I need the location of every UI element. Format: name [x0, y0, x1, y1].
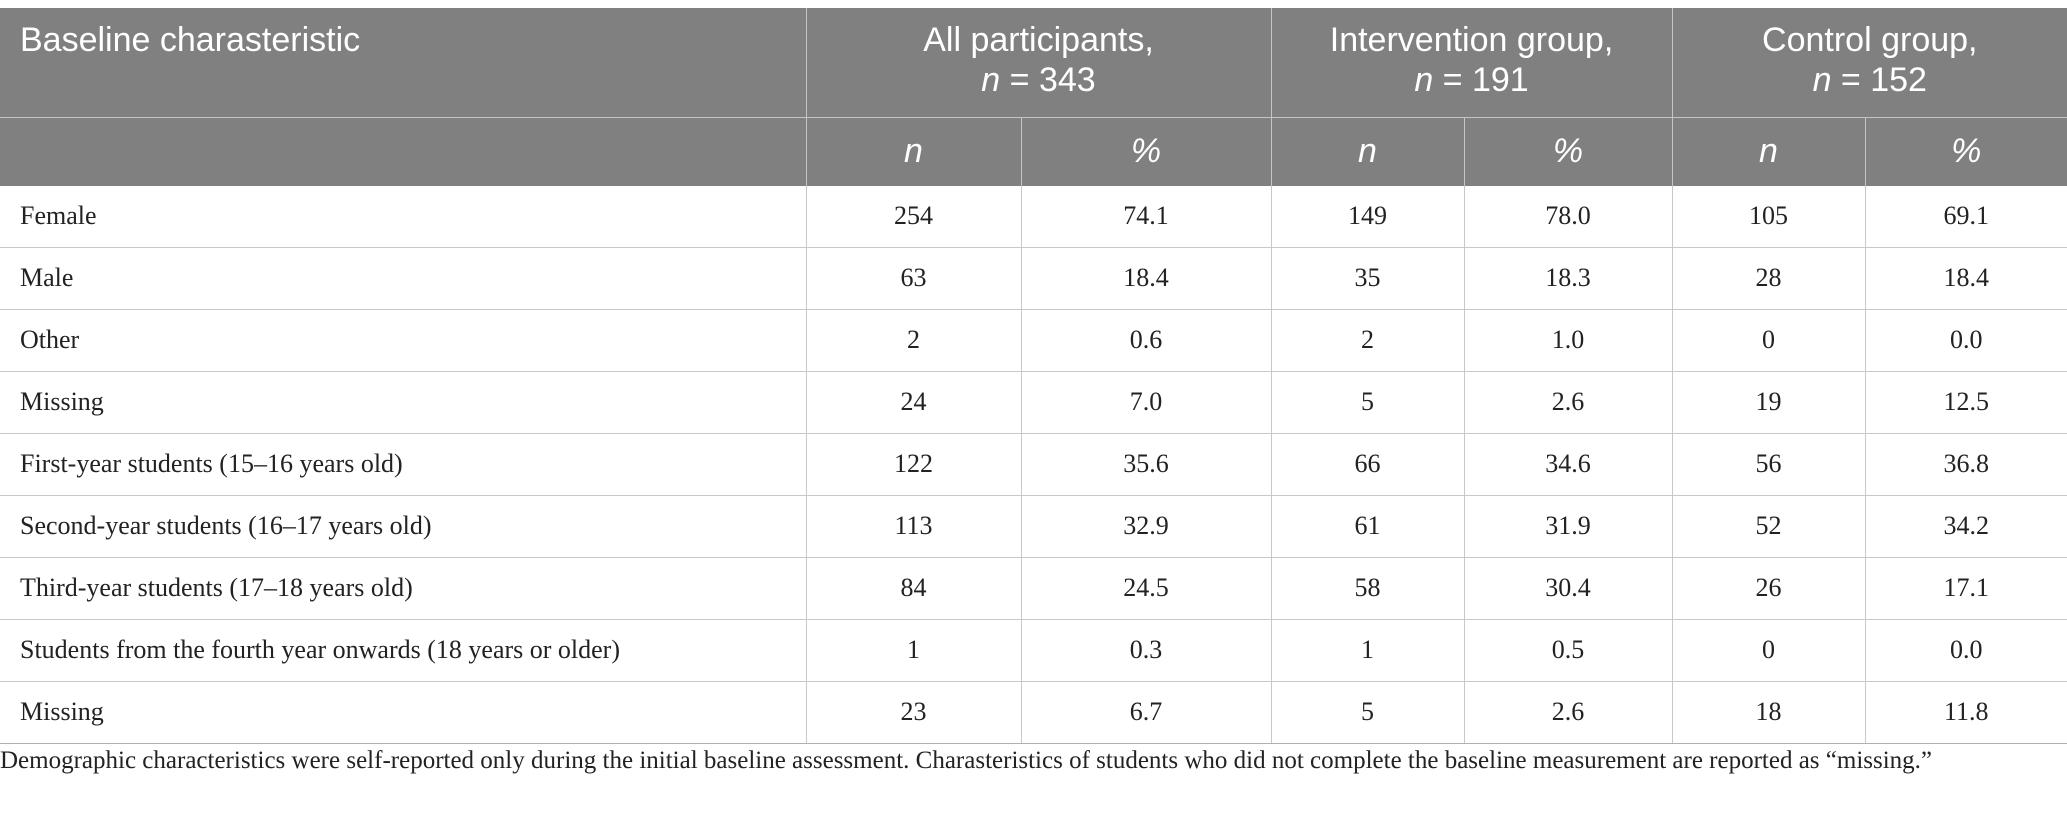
cell-percent: 12.5	[1865, 371, 2067, 433]
cell-count: 19	[1672, 371, 1865, 433]
table-row	[0, 557, 2067, 619]
table-row	[0, 495, 2067, 557]
table-body	[0, 186, 2067, 744]
cell-count: 28	[1672, 247, 1865, 309]
cell-count: 5	[1271, 681, 1464, 743]
cell-count: 63	[806, 247, 1021, 309]
cell-percent: 0.0	[1865, 309, 2067, 371]
cell-percent: 36.8	[1865, 433, 2067, 495]
cell-percent: 69.1	[1865, 186, 2067, 248]
header-group-control	[1672, 8, 2067, 117]
cell-percent: 2.6	[1464, 371, 1672, 433]
cell-count: 254	[806, 186, 1021, 248]
cell-percent: 34.6	[1464, 433, 1672, 495]
cell-count: 23	[806, 681, 1021, 743]
table-footnote: Demographic characteristics were self-reported only during the initial baseline assessment. Charasteristics of students who did not complete the baseline measurement are reported as “missing.”	[0, 747, 1933, 774]
cell-count: 18	[1672, 681, 1865, 743]
header-row-subcolumns	[0, 117, 2067, 186]
row-label: Male	[0, 247, 806, 309]
cell-count: 0	[1672, 309, 1865, 371]
table-row	[0, 681, 2067, 743]
cell-percent: 0.3	[1021, 619, 1271, 681]
cell-count: 24	[806, 371, 1021, 433]
row-label: Female	[0, 186, 806, 248]
header-group-intervention	[1271, 8, 1672, 117]
header-empty-cell	[0, 117, 806, 186]
table-row	[0, 309, 2067, 371]
group-title: Control group,	[1762, 21, 1978, 59]
row-label: Second-year students (16–17 years old)	[0, 495, 806, 557]
row-label: Missing	[0, 681, 806, 743]
baseline-characteristics-table-container	[0, 8, 2067, 744]
group-title: Intervention group,	[1329, 21, 1614, 59]
subheader-n: n	[806, 117, 1021, 186]
cell-percent: 18.4	[1021, 247, 1271, 309]
group-n-label: n	[981, 61, 1001, 99]
cell-percent: 31.9	[1464, 495, 1672, 557]
group-n-value: = 191	[1433, 61, 1529, 99]
cell-percent: 7.0	[1021, 371, 1271, 433]
cell-count: 84	[806, 557, 1021, 619]
cell-percent: 11.8	[1865, 681, 2067, 743]
subheader-n: n	[1271, 117, 1464, 186]
cell-percent: 1.0	[1464, 309, 1672, 371]
row-label: Other	[0, 309, 806, 371]
table-row	[0, 433, 2067, 495]
baseline-characteristics-table	[0, 8, 2067, 744]
cell-percent: 18.4	[1865, 247, 2067, 309]
group-n-value: = 343	[1000, 61, 1096, 99]
row-label: Students from the fourth year onwards (18 years or older)	[0, 619, 806, 681]
row-label: Missing	[0, 371, 806, 433]
cell-count: 52	[1672, 495, 1865, 557]
table-row	[0, 619, 2067, 681]
cell-count: 113	[806, 495, 1021, 557]
subheader-n: n	[1672, 117, 1865, 186]
cell-count: 2	[806, 309, 1021, 371]
cell-count: 105	[1672, 186, 1865, 248]
cell-count: 35	[1271, 247, 1464, 309]
cell-percent: 0.5	[1464, 619, 1672, 681]
group-n-value: = 152	[1831, 61, 1927, 99]
cell-count: 1	[806, 619, 1021, 681]
cell-percent: 18.3	[1464, 247, 1672, 309]
cell-percent: 0.0	[1865, 619, 2067, 681]
cell-percent: 30.4	[1464, 557, 1672, 619]
table-row	[0, 371, 2067, 433]
cell-percent: 2.6	[1464, 681, 1672, 743]
cell-percent: 0.6	[1021, 309, 1271, 371]
subheader-percent: %	[1021, 117, 1271, 186]
cell-percent: 32.9	[1021, 495, 1271, 557]
group-n-label: n	[1812, 61, 1832, 99]
table-row	[0, 186, 2067, 248]
row-label: First-year students (15–16 years old)	[0, 433, 806, 495]
table-row	[0, 247, 2067, 309]
group-n-label: n	[1414, 61, 1434, 99]
header-row-groups	[0, 8, 2067, 117]
cell-percent: 6.7	[1021, 681, 1271, 743]
cell-count: 122	[806, 433, 1021, 495]
cell-count: 0	[1672, 619, 1865, 681]
cell-percent: 17.1	[1865, 557, 2067, 619]
cell-count: 58	[1271, 557, 1464, 619]
cell-percent: 24.5	[1021, 557, 1271, 619]
group-title: All participants,	[923, 21, 1154, 59]
cell-count: 149	[1271, 186, 1464, 248]
cell-count: 26	[1672, 557, 1865, 619]
cell-percent: 74.1	[1021, 186, 1271, 248]
header-baseline-characteristic: Baseline charasteristic	[0, 8, 806, 117]
subheader-percent: %	[1865, 117, 2067, 186]
cell-count: 5	[1271, 371, 1464, 433]
cell-count: 56	[1672, 433, 1865, 495]
cell-count: 1	[1271, 619, 1464, 681]
header-group-all-participants	[806, 8, 1271, 117]
cell-percent: 34.2	[1865, 495, 2067, 557]
row-label: Third-year students (17–18 years old)	[0, 557, 806, 619]
subheader-percent: %	[1464, 117, 1672, 186]
cell-count: 66	[1271, 433, 1464, 495]
cell-percent: 35.6	[1021, 433, 1271, 495]
cell-count: 2	[1271, 309, 1464, 371]
cell-percent: 78.0	[1464, 186, 1672, 248]
cell-count: 61	[1271, 495, 1464, 557]
table-header	[0, 8, 2067, 186]
